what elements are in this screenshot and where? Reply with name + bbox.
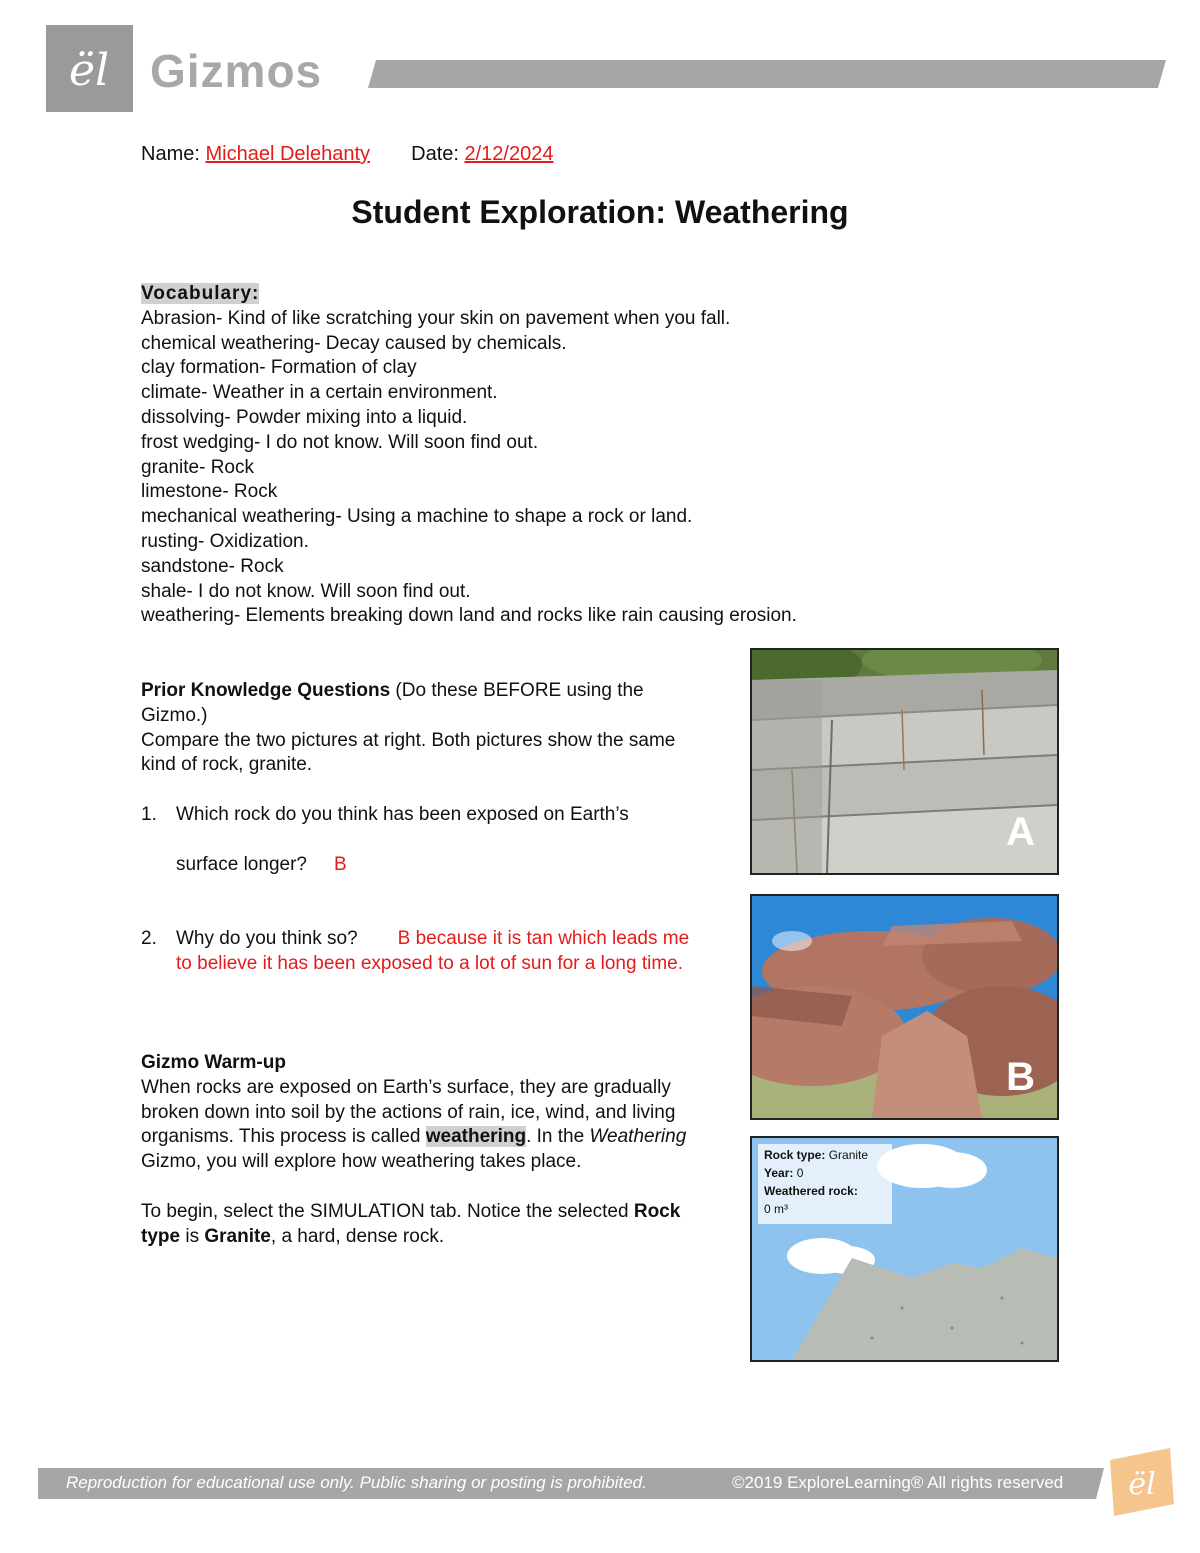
granite-quarry-image-a [750,648,1059,875]
weathering-term: weathering [425,1126,527,1148]
question-1-text-2: surface longer? [176,853,307,875]
prior-heading-note: (Do these BEFORE using the Gizmo.) [141,680,644,726]
svg-text:ël: ël [1128,1467,1156,1502]
vocab-item: dissolving- Powder mixing into a liquid. [141,406,468,428]
image-b-label: B [1006,1055,1035,1099]
vocab-item: weathering- Elements breaking down land and rocks like rain causing erosion. [141,605,797,627]
explorelearning-footer-logo [1098,1442,1178,1522]
answer-1: B [333,853,347,875]
prior-intro: Compare the two pictures at right. Both pictures show the same kind of rock, granite. [141,729,676,776]
footer-disclaimer: Reproduction for educational use only. Public sharing or posting is prohibited. [66,1473,647,1492]
gizmo-info-panel: Rock type: Granite Year: 0 Weathered rock: 0 m³ [758,1144,892,1224]
vocab-item: rusting- Oxidization. [141,530,309,552]
weathered-granite-image-b [750,894,1059,1120]
warmup-paragraph-1: When rocks are exposed on Earth’s surface, they are gradually broken down into soil by the actions of rain, ice, wind, and living organisms. This process is called weathering. In the Weathering Gizmo, you will explore how weathering takes place. [141,1076,687,1173]
page-title: Student Exploration: Weathering [351,194,849,230]
svg-text:ël: ël [68,45,110,96]
question-1: 1. Which rock do you think has been exposed on Earth’s surface longer? B [141,803,701,878]
vocab-item: Abrasion- Kind of like scratching your skin on pavement when you fall. [141,307,731,329]
vocab-item: chemical weathering- Decay caused by chemicals. [141,332,567,354]
name-value: Michael Delehanty [205,143,370,165]
vocabulary-heading: Vocabulary: [141,283,260,304]
footer-copyright: ©2019 ExploreLearning® All rights reserved [732,1473,1064,1492]
question-2: 2. Why do you think so? B because it is tan which leads me to believe it has been exposed to a lot of sun for a long time. [141,927,690,974]
weathered-value: 0 m³ [764,1202,788,1216]
name-label: Name: [141,143,200,165]
explorelearning-logo [46,25,133,112]
header-bar [368,60,1166,88]
vocab-item: mechanical weathering- Using a machine to shape a rock or land. [141,506,693,528]
vocab-item: frost wedging- I do not know. Will soon find out. [141,431,539,453]
prior-knowledge-section [141,679,701,976]
year-value: 0 [796,1166,804,1180]
gizmo-simulation-image [750,1136,1059,1362]
name-date-line [141,143,553,166]
vocab-item: clay formation- Formation of clay [141,357,417,379]
warmup-heading: Gizmo Warm-up [141,1052,286,1073]
image-a-label: A [1006,810,1035,854]
vocab-item: climate- Weather in a certain environment. [141,382,498,404]
vocab-item: limestone- Rock [141,481,278,503]
vocab-item: sandstone- Rock [141,555,284,577]
vocab-item: granite- Rock [141,456,254,478]
prior-heading: Prior Knowledge Questions [141,680,391,701]
warmup-paragraph-2: To begin, select the SIMULATION tab. Notice the selected Rock type is Granite, a hard, dense rock. [141,1200,681,1247]
rock-type-value: Granite [828,1148,869,1162]
answer-2: B because it is tan which leads me to believe it has been exposed to a lot of sun for a long time. [176,927,690,974]
gizmos-brand: Gizmos [150,45,323,97]
vocabulary-section [141,282,1041,629]
date-value: 2/12/2024 [464,143,554,165]
warmup-section [141,1051,711,1250]
date-label: Date: [411,143,459,165]
question-1-text: Which rock do you think has been exposed on Earth’s [176,804,629,826]
vocab-item: shale- I do not know. Will soon find out. [141,580,471,602]
question-2-text: Why do you think so? [176,927,358,949]
